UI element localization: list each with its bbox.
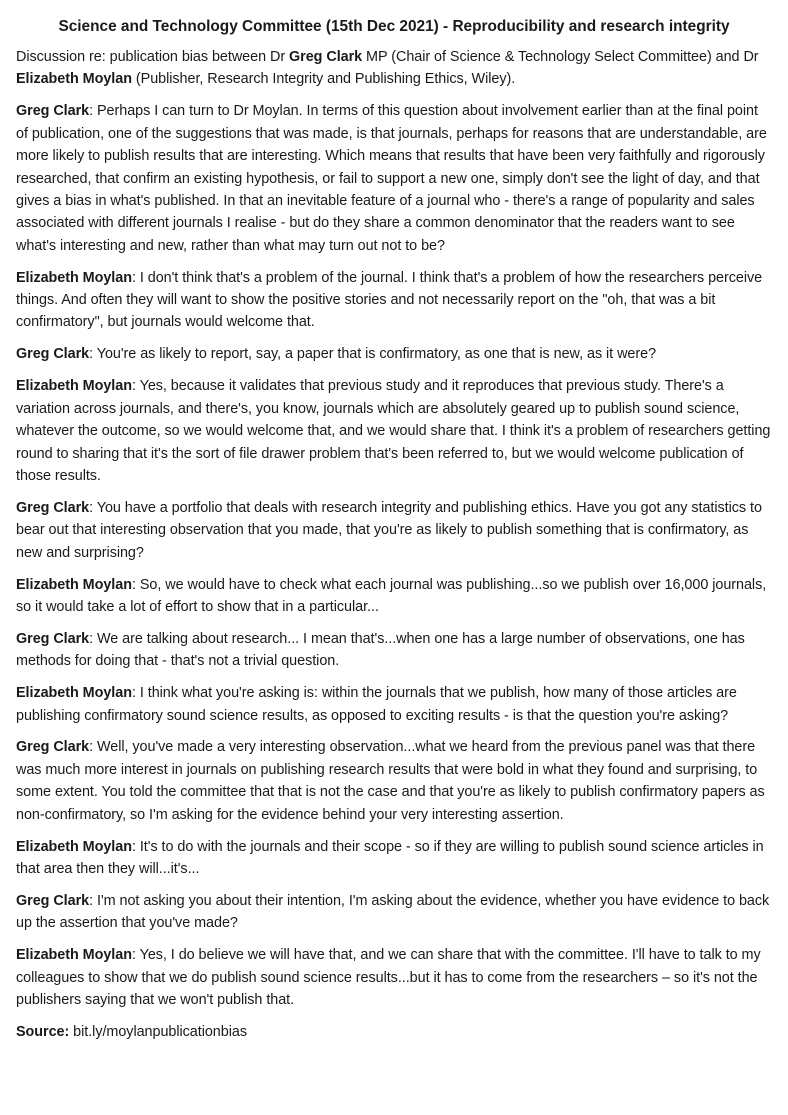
- intro-paragraph: [16, 46, 772, 91]
- exchange-text: : It's to do with the journals and their scope - so if they are willing to publish sound science articles in that area then they will...it's...: [16, 838, 764, 877]
- exchange-text: : You have a portfolio that deals with research integrity and publishing ethics. Have you got any statistics to bear out that interesting observation that you made, that you're as likely to publish something that is confirmatory, as new and surprising?: [16, 499, 762, 561]
- source-link[interactable]: bit.ly/moylanpublicationbias: [69, 1023, 247, 1040]
- speaker-name: Elizabeth Moylan: [16, 685, 132, 702]
- speaker-name: Greg Clark: [16, 499, 90, 516]
- exchange-paragraph: [16, 682, 772, 727]
- speaker-name: Greg Clark: [16, 630, 90, 647]
- speaker-name: Greg Clark: [16, 346, 90, 363]
- speaker-name: Elizabeth Moylan: [16, 947, 132, 964]
- exchange-paragraph: [16, 890, 772, 935]
- exchange-text: : I'm not asking you about their intention, I'm asking about the evidence, whether you have evidence to back up the assertion that you've made?: [16, 892, 770, 932]
- exchange-paragraph: [16, 497, 772, 564]
- exchange-paragraph: [16, 736, 772, 826]
- exchange-paragraph: [16, 100, 772, 257]
- exchange-paragraph: [16, 375, 772, 487]
- source-line: [16, 1021, 772, 1043]
- speaker-name: Elizabeth Moylan: [16, 378, 132, 395]
- exchange-paragraph: [16, 267, 772, 334]
- speaker-name: Elizabeth Moylan: [16, 71, 132, 88]
- exchange-paragraph: [16, 944, 772, 1011]
- exchange-text: : We are talking about research... I mean that's...when one has a large number of observations, one has methods for doing that - that's not a trivial question.: [16, 630, 745, 670]
- exchange-text: : Well, you've made a very interesting observation...what we heard from the previous panel was that there was much more interest in journals on publishing research results that were bold in what they found and surprising, to some extent. You told the committee that that is not the case and that you're as likely to publish confirmatory papers as non-confirmatory, so I'm asking for the evidence behind your very interesting assertion.: [16, 739, 765, 823]
- intro-text: Discussion re: publication bias between Dr: [16, 49, 290, 65]
- exchange-paragraph: [16, 836, 772, 881]
- speaker-name: Greg Clark: [289, 49, 363, 65]
- exchange-text: : Yes, because it validates that previous study and it reproduces that previous study. There's a variation across journals, and there's, you know, journals which are absolutely geared up to publish sound science, whatever the outcome, so we would welcome that, and we would share that. I think it's a problem of researchers getting round to sharing that it's the sort of file drawer problem that's been referred to, but we would welcome publication of those results.: [16, 378, 771, 484]
- exchange-text: : Yes, I do believe we will have that, and we can share that with the committee. I'll have to talk to my colleagues to show that we do publish sound science results...but it has to come from the researchers – so it's not the publishers saying that we won't publish that.: [16, 947, 761, 1009]
- exchange-paragraph: [16, 628, 772, 673]
- speaker-name: Greg Clark: [16, 103, 90, 120]
- speaker-name: Elizabeth Moylan: [16, 576, 132, 593]
- speaker-name: Elizabeth Moylan: [16, 838, 132, 855]
- intro-text: (Publisher, Research Integrity and Publishing Ethics, Wiley).: [131, 71, 516, 88]
- speaker-name: Elizabeth Moylan: [16, 269, 132, 286]
- speaker-name: Greg Clark: [16, 739, 90, 756]
- source-label: Source:: [16, 1023, 70, 1040]
- document-title: Science and Technology Committee (15th Dec 2021) - Reproducibility and research integrity: [58, 18, 730, 35]
- exchange-text: : You're as likely to report, say, a paper that is confirmatory, as one that is new, as it were?: [89, 346, 657, 363]
- exchange-text: : So, we would have to check what each journal was publishing...so we publish over 16,000 journals, so it would take a lot of effort to show that in a particular...: [16, 576, 767, 615]
- intro-text: MP (Chair of Science & Technology Select Committee) and Dr: [362, 49, 759, 65]
- speaker-name: Greg Clark: [16, 892, 90, 909]
- exchange-text: : I think what you're asking is: within the journals that we publish, how many of those articles are publishing confirmatory sound science results, as opposed to exciting results - is that the question you're asking?: [16, 685, 737, 724]
- exchange-text: : I don't think that's a problem of the journal. I think that's a problem of how the researchers perceive things. And often they will want to show the positive stories and not necessarily report on the "oh, that was a bit confirmatory", but journals would welcome that.: [16, 269, 763, 331]
- exchange-paragraph: [16, 574, 772, 619]
- exchange-paragraph: [16, 343, 772, 365]
- exchange-text: : Perhaps I can turn to Dr Moylan. In terms of this question about involvement earlier than at the final point of publication, one of the suggestions that was made, is that journals, perhaps for reasons that are understandable, are more likely to publish results that are interesting. Which means that results that have been very faithfully and rigorously researched, that confirm an existing hypothesis, or fail to support a new one, simply don't see the light of day, and that gives a bias in what's published. In that an inevitable feature of a journal who - there's a range of popularity and sales associated with different journals I realise - but do they share a common denominator that the readers want to see what's interesting and new, rather than what may turn out not to be?: [16, 103, 767, 254]
